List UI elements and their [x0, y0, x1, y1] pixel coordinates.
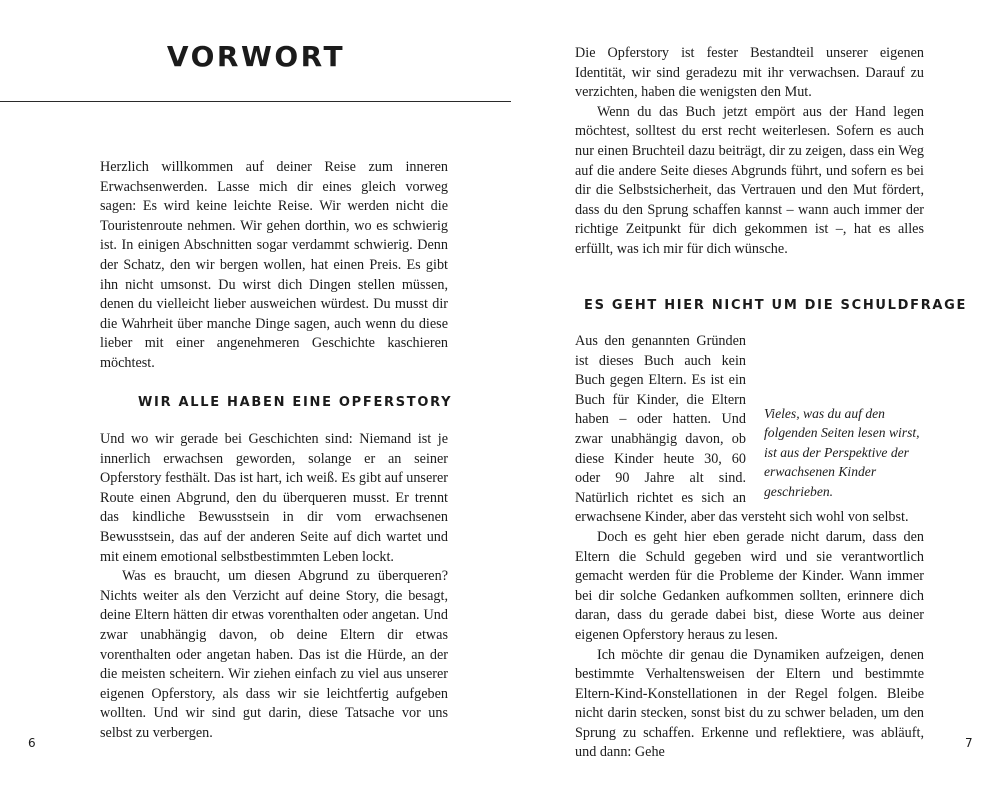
section-paragraph-text: Aus den genannten Gründen ist dieses Buch auch kein Buch gegen Eltern. Es ist ein Buch für Kinder, die Eltern haben – oder hatten. Und zwar unabhängig davon, ob diese Kinder heute 30, 60 oder 90 Jahre alt sind. Natürlich richtet es sich an erwachsene Kinder, aber das versteht sich wohl von selbst. — [575, 333, 909, 526]
section-paragraph: Was es braucht, um diesen Abgrund zu überqueren? Nichts weiter als den Verzicht auf deine Story, die besagt, deine Eltern hätten dir etwas vorenthalten oder angetan. Und zwar unabhängig davon, ob deine Eltern dir etwas vorenthalten oder angetan haben. Das ist die Hürde, an der die meisten scheitern. Wir ziehen einfach zu viel aus unserer eigenen Opferstory, als dass wir sie leichtfertig aufgeben wollten. Und wir sind gut darin, diese Tatsache vor uns selbst zu verbergen. — [100, 568, 448, 741]
pull-quote: Vieles, was du auf den folgenden Seiten lesen wirst, ist aus der Perspektive der erwachsenen Kinder geschrieben. — [764, 406, 920, 499]
right-page — [500, 0, 1000, 800]
section-text-left — [100, 430, 448, 744]
section-heading-schuldfrage: ES GEHT HIER NICHT UM DIE SCHULDFRAGE — [584, 298, 968, 313]
intro-paragraph: Herzlich willkommen auf deiner Reise zum inneren Erwachsenwerden. Lasse mich dir eines gleich vorweg sagen: Es wird keine leichte Reise. Wir werden nicht die Touristenroute nehmen. Wir gehen dorthin, wo es schwierig ist. In einigen Abschnitten sogar verdammt schwierig. Denn der Schatz, den wir bergen wollen, hat einen Preis. Es gibt ihn nicht umsonst. Du wirst dich Dingen stellen müssen, denen du vielleicht lieber ausweichen würdest. Du musst dir die Wahrheit über manche Dinge sagen, auch wenn du diese lieber mit einer angenehmeren Geschichte kaschieren möchtest. — [100, 159, 448, 371]
page-number-right: 7 — [965, 736, 973, 750]
section-paragraph: Ich möchte dir genau die Dynamiken aufzeigen, denen bestimmte Verhaltensweisen der Eltern und bestimmte Eltern-Kind-Konstellationen in der Regel folgen. Bleibe nicht darin stecken, sonst bist du zu schwer beladen, um den Sprung zu schaffen. Erkenne und reflektiere, was abläuft, und dann: Gehe — [575, 646, 924, 761]
chapter-title: VORWORT — [166, 40, 346, 73]
section-paragraph: Und wo wir gerade bei Geschichten sind: Niemand ist je innerlich erwachsen geworden, solange er an seiner Opferstory festhält. Das ist hart, ich weiß. Es gibt auf unserer Route einen Abgrund, den du überqueren musst. Er trennt das kindliche Bewusstsein in dir vom erwachsenen Bewusstsein, das auf der anderen Seite auf dich wartet und mit einem emotional selbstbestimmten Leben lockt. — [100, 431, 448, 565]
body-paragraph: Die Opferstory ist fester Bestandteil unserer eigenen Identität, wir sind geradezu mit ihr verwachsen. Darauf zu verzichten, haben die wenigsten den Mut. — [575, 45, 924, 101]
body-paragraph: Wenn du das Buch jetzt empört aus der Hand legen möchtest, solltest du erst recht weiterlesen. Sofern es auch nur einen Bruchteil dazu beiträgt, dir zu zeigen, dass ein Weg auf die andere Seite dieses Abgrunds führt, und sofern es bei dir die Selbstsicherheit, das Vertrauen und den Mut fördert, dass du den Sprung schaffen kannst – wann auch immer der richtige Zeitpunkt für dich gekommen ist –, hat es alles erfüllt, was ich mir für dich wünsche. — [575, 103, 924, 257]
title-divider — [0, 101, 511, 102]
section-paragraph: Doch es geht hier eben gerade nicht darum, dass den Eltern die Schuld gegeben wird und sie verantwortlich gemacht werden für die Probleme der Kinder. Wann immer bei dir solche Gedanken aufkommen sollten, erinnere dich daran, dass du gerade dabei bist, diese Worte aus deiner eigenen Opferstory heraus zu lesen. — [575, 528, 924, 643]
page-number-left: 6 — [28, 736, 36, 750]
continued-text — [575, 44, 924, 260]
section-text-right — [575, 332, 924, 763]
intro-text — [100, 158, 448, 374]
section-heading-opferstory: WIR ALLE HABEN EINE OPFERSTORY — [138, 395, 453, 410]
section-paragraph — [575, 332, 924, 528]
